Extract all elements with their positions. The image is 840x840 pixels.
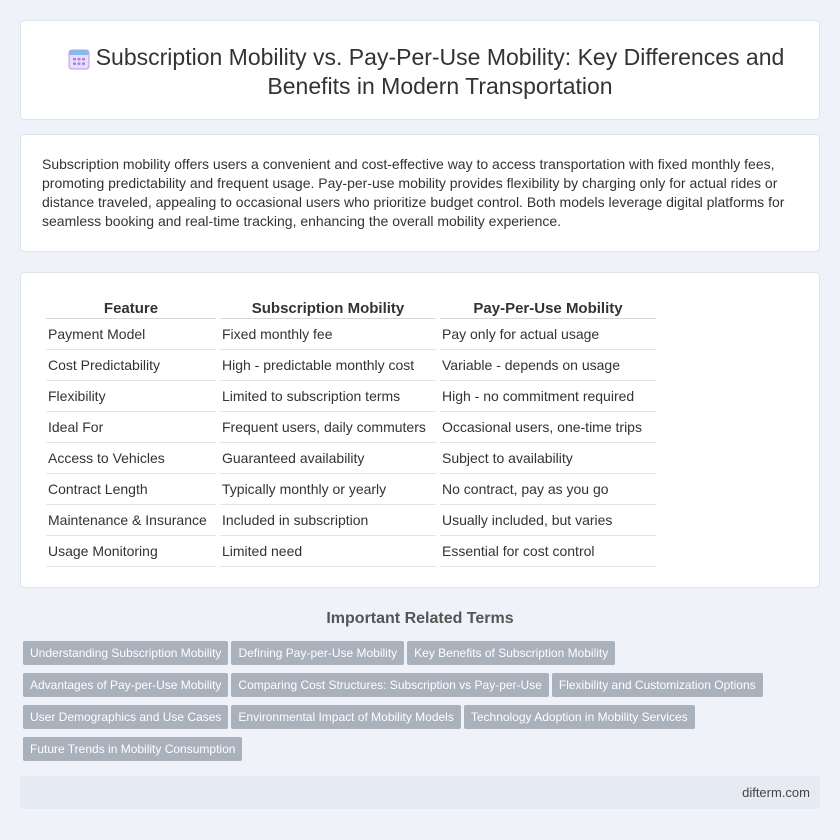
comparison-card [20,272,820,588]
table-cell: Pay only for actual usage [440,319,656,350]
table-cell: Flexibility [46,381,216,412]
table-row [46,412,656,443]
table-cell: Cost Predictability [46,350,216,381]
table-row [46,443,656,474]
table-cell: Limited need [220,536,436,567]
table-cell: Essential for cost control [440,536,656,567]
table-cell: Included in subscription [220,505,436,536]
table-cell: Access to Vehicles [46,443,216,474]
related-terms-heading: Important Related Terms [326,610,514,627]
table-cell: Fixed monthly fee [220,319,436,350]
table-header-row [46,295,656,319]
table-cell: Occasional users, one-time trips [440,412,656,443]
table-row [46,505,656,536]
table-cell: High - predictable monthly cost [220,350,436,381]
table-cell: Usually included, but varies [440,505,656,536]
table-row [46,319,656,350]
table-cell: Subject to availability [440,443,656,474]
related-term-tag[interactable]: Environmental Impact of Mobility Models [231,705,460,729]
table-cell: Limited to subscription terms [220,381,436,412]
related-term-tag[interactable]: Future Trends in Mobility Consumption [23,737,242,761]
comparison-table [42,295,660,567]
table-cell: High - no commitment required [440,381,656,412]
related-term-tag[interactable]: Technology Adoption in Mobility Services [464,705,695,729]
table-cell: Variable - depends on usage [440,350,656,381]
table-cell: Ideal For [46,412,216,443]
intro-card [20,134,820,252]
related-term-tag[interactable]: Advantages of Pay-per-Use Mobility [23,673,228,697]
related-term-tag[interactable]: Comparing Cost Structures: Subscription vs Pay-per-Use [231,673,548,697]
table-row [46,350,656,381]
footer [20,776,820,809]
table-row [46,381,656,412]
table-cell: Typically monthly or yearly [220,474,436,505]
related-term-tag[interactable]: User Demographics and Use Cases [23,705,228,729]
table-cell: Maintenance & Insurance [46,505,216,536]
related-term-tag[interactable]: Flexibility and Customization Options [552,673,763,697]
footer-site-link[interactable]: difterm.com [742,785,810,800]
column-header-pay-per-use: Pay-Per-Use Mobility [440,295,656,319]
intro-paragraph: Subscription mobility offers users a convenient and cost-effective way to access transportation with fixed monthly fees, promoting predictability and frequent usage. Pay-per-use mobility provides flexibility by charging only for actual rides or distance traveled, appealing to occasional users who prioritize budget control. Both models leverage digital platforms for seamless booking and real-time tracking, enhancing the overall mobility experience. [42,156,785,229]
table-cell: Frequent users, daily commuters [220,412,436,443]
table-row [46,536,656,567]
column-header-feature: Feature [46,295,216,319]
related-terms-list [23,641,813,769]
table-cell: Usage Monitoring [46,536,216,567]
column-header-subscription: Subscription Mobility [220,295,436,319]
title-card [20,20,820,120]
table-cell: Guaranteed availability [220,443,436,474]
page-title: Subscription Mobility vs. Pay-Per-Use Mobility: Key Differences and Benefits in Modern Transportation [95,44,785,99]
table-row [46,474,656,505]
related-term-tag[interactable]: Key Benefits of Subscription Mobility [407,641,615,665]
table-cell: No contract, pay as you go [440,474,656,505]
related-term-tag[interactable]: Defining Pay-per-Use Mobility [231,641,404,665]
table-cell: Payment Model [46,319,216,350]
table-cell: Contract Length [46,474,216,505]
related-term-tag[interactable]: Understanding Subscription Mobility [23,641,228,665]
